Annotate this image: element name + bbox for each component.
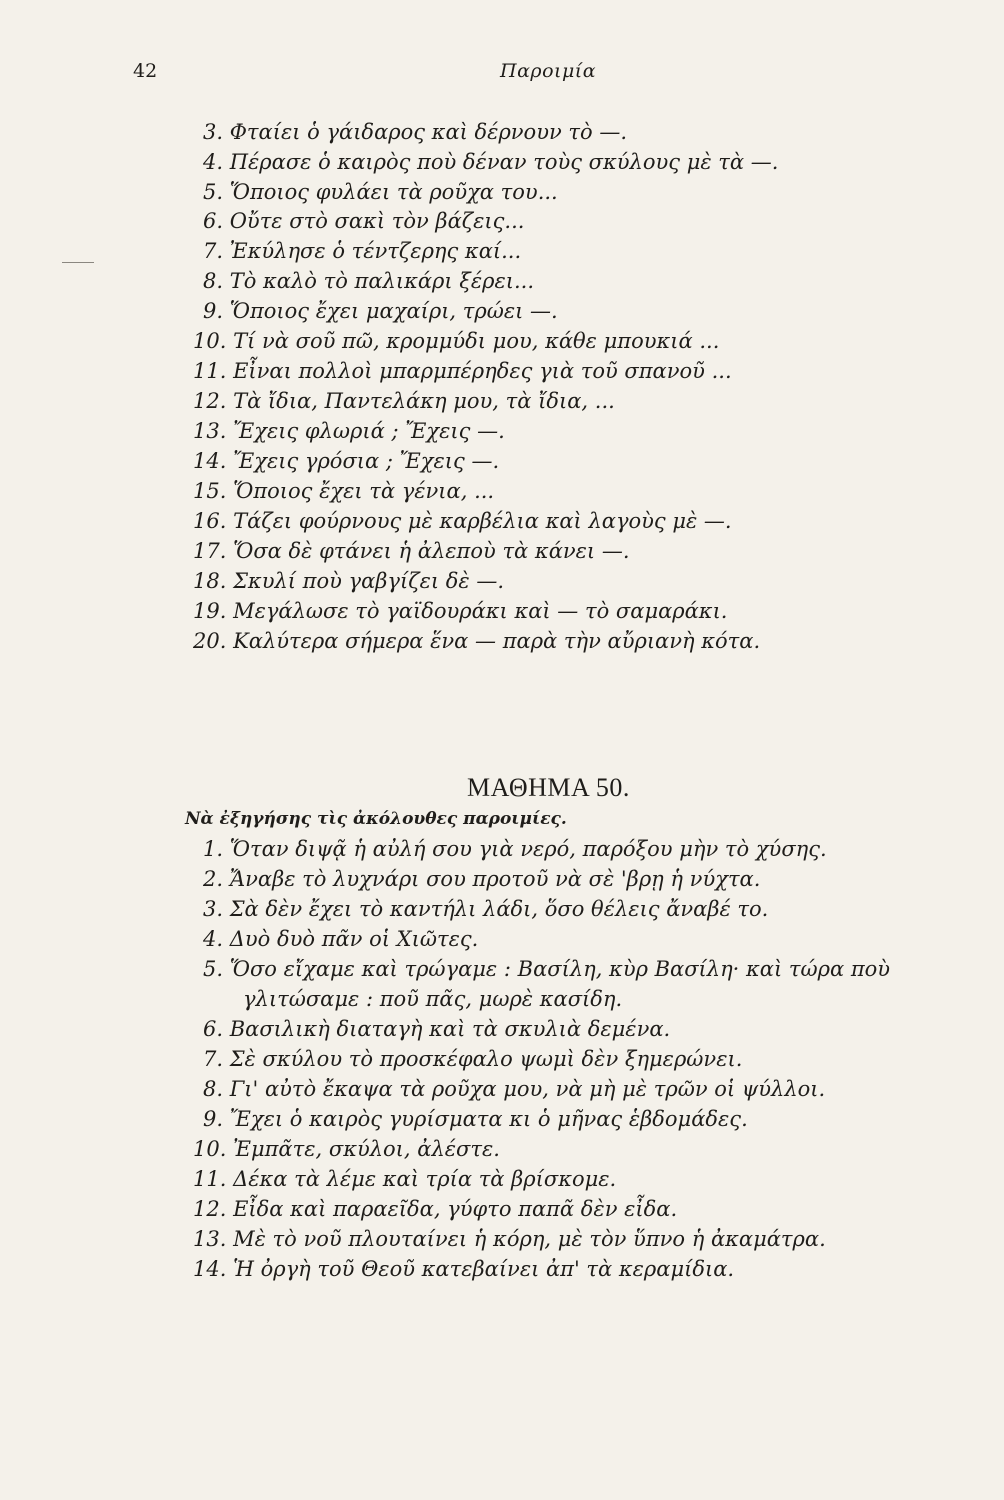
lesson-instruction: Νὰ ἐξηγήσης τὶς ἀκόλουθες παροιμίες. bbox=[185, 809, 567, 829]
list-item: 12. Τὰ ἴδια, Παντελάκη μου, τὰ ἴδια, ... bbox=[193, 389, 615, 413]
list-item: 2. Ἄναβε τὸ λυχνάρι σου προτοῦ νὰ σὲ 'βρῃ ἡ νύχτα. bbox=[203, 867, 761, 891]
list-item: 19. Μεγάλωσε τὸ γαϊδουράκι καὶ — τὸ σαμαράκι. bbox=[193, 599, 728, 623]
page-number: 42 bbox=[133, 60, 158, 82]
list-item: 4. Δυὸ δυὸ πᾶν οἱ Χιῶτες. bbox=[203, 927, 479, 951]
list-item: 6. Οὔτε στὸ σακὶ τὸν βάζεις... bbox=[203, 209, 525, 233]
list-item: 8. Γι' αὐτὸ ἔκαψα τὰ ροῦχα μου, νὰ μὴ μὲ τρῶν οἱ ψύλλοι. bbox=[203, 1077, 826, 1101]
list-item: 18. Σκυλί ποὺ γαβγίζει δὲ —. bbox=[193, 569, 505, 593]
margin-mark bbox=[62, 262, 94, 263]
list-item: 12. Εἶδα καὶ παραεῖδα, γύφτο παπᾶ δὲν εἶδα. bbox=[193, 1197, 678, 1221]
list-item: 9. Ὅποιος ἔχει μαχαίρι, τρώει —. bbox=[203, 299, 558, 323]
list-item-continuation: γλιτώσαμε : ποῦ πᾶς, μωρὲ κασίδη. bbox=[243, 987, 623, 1011]
lesson-heading: ΜΑΘΗΜΑ 50. bbox=[467, 773, 630, 802]
list-item: 11. Δέκα τὰ λέμε καὶ τρία τὰ βρίσκομε. bbox=[193, 1167, 617, 1191]
list-item: 13. Ἔχεις φλωριά ; Ἔχεις —. bbox=[193, 419, 505, 443]
list-item: 3. Φταίει ὁ γάιδαρος καὶ δέρνουν τὸ —. bbox=[203, 120, 628, 144]
running-title: Παροιμία bbox=[500, 60, 597, 82]
list-item: 3. Σὰ δὲν ἔχει τὸ καντήλι λάδι, ὅσο θέλεις ἄναβέ το. bbox=[203, 897, 769, 921]
list-item: 10. Τί νὰ σοῦ πῶ, κρομμύδι μου, κάθε μπουκιά ... bbox=[193, 329, 720, 353]
list-item: 17. Ὅσα δὲ φτάνει ἡ ἀλεποὺ τὰ κάνει —. bbox=[193, 539, 630, 563]
list-item: 10. Ἐμπᾶτε, σκύλοι, ἀλέστε. bbox=[193, 1137, 500, 1161]
list-item: 4. Πέρασε ὁ καιρὸς ποὺ δέναν τοὺς σκύλους μὲ τὰ —. bbox=[203, 150, 779, 174]
list-item: 7. Ἐκύλησε ὁ τέντζερης καί... bbox=[203, 239, 522, 263]
list-item: 13. Μὲ τὸ νοῦ πλουταίνει ἡ κόρη, μὲ τὸν ὕπνο ἡ ἀκαμάτρα. bbox=[193, 1227, 826, 1251]
list-item: 16. Τάζει φούρνους μὲ καρβέλια καὶ λαγοὺς μὲ —. bbox=[193, 509, 732, 533]
list-item: 15. Ὅποιος ἔχει τὰ γένια, ... bbox=[193, 479, 495, 503]
list-item: 20. Καλύτερα σήμερα ἕνα — παρὰ τὴν αὔριανὴ κότα. bbox=[193, 629, 761, 653]
list-item: 11. Εἶναι πολλοὶ μπαρμπέρηδες γιὰ τοῦ σπανοῦ ... bbox=[193, 359, 732, 383]
list-item: 14. Ἔχεις γρόσια ; Ἔχεις —. bbox=[193, 449, 500, 473]
list-item: 1. Ὅταν διψᾷ ἡ αὐλή σου γιὰ νερό, παρόξου μὴν τὸ χύσης. bbox=[203, 837, 827, 861]
list-item: 5. Ὅσο εἴχαμε καὶ τρώγαμε : Βασίλη, κὺρ Βασίλη· καὶ τώρα ποὺ bbox=[203, 957, 891, 981]
list-item: 9. Ἔχει ὁ καιρὸς γυρίσματα κι ὁ μῆνας ἑβδομάδες. bbox=[203, 1107, 748, 1131]
list-item: 6. Βασιλικὴ διαταγὴ καὶ τὰ σκυλιὰ δεμένα. bbox=[203, 1017, 671, 1041]
list-item: 7. Σὲ σκύλου τὸ προσκέφαλο ψωμὶ δὲν ξημερώνει. bbox=[203, 1047, 743, 1071]
list-item: 14. Ἡ ὀργὴ τοῦ Θεοῦ κατεβαίνει ἀπ' τὰ κεραμίδια. bbox=[193, 1257, 735, 1281]
list-item: 8. Τὸ καλὸ τὸ παλικάρι ξέρει... bbox=[203, 269, 534, 293]
list-item: 5. Ὅποιος φυλάει τὰ ροῦχα του... bbox=[203, 180, 558, 204]
